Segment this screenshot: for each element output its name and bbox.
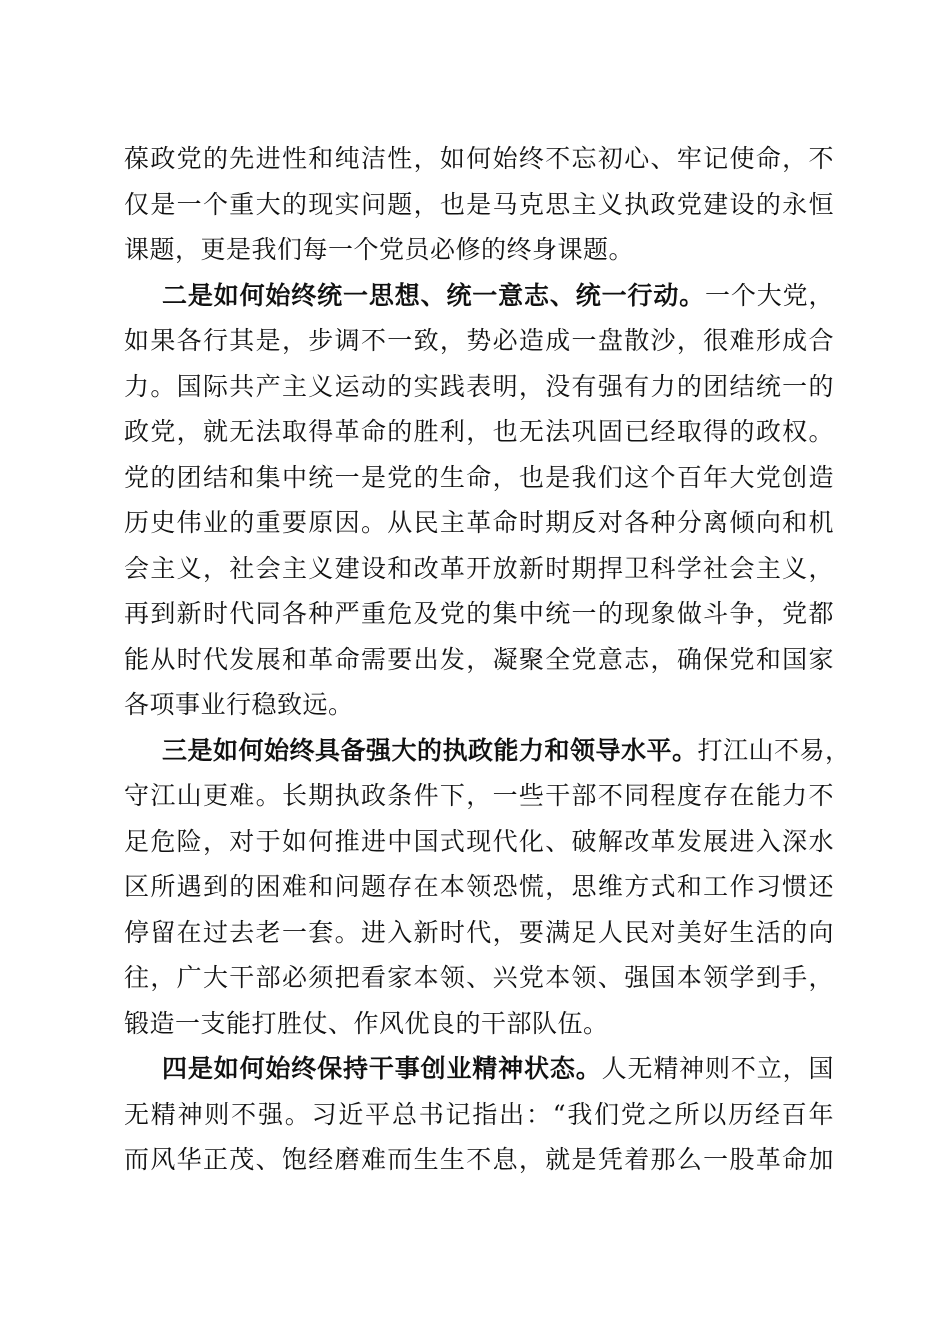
text-line: 力。国际共产主义运动的实践表明，没有强有力的团结统一的 bbox=[124, 371, 834, 401]
text-line: 会主义，社会主义建设和改革开放新时期捍卫科学社会主义， bbox=[124, 553, 834, 583]
text-span: 人无精神则不立，国 bbox=[601, 1054, 834, 1083]
text-line: 锻造一支能打胜仗、作风优良的干部队伍。 bbox=[124, 1008, 609, 1038]
paragraph-heading: 四是如何始终保持干事创业精神状态。 bbox=[162, 1054, 602, 1083]
text-line: 而风华正茂、饱经磨难而生生不息，就是凭着那么一股革命加 bbox=[124, 1145, 834, 1174]
text-line: 再到新时代同各种严重危及党的集中统一的现象做斗争，党都 bbox=[124, 599, 834, 628]
text-line: 守江山更难。长期执政条件下，一些干部不同程度存在能力不 bbox=[124, 781, 834, 810]
document-body bbox=[124, 136, 851, 1183]
text-line: 区所遇到的困难和问题存在本领恐慌，思维方式和工作习惯还 bbox=[124, 872, 834, 901]
text-line: 各项事业行稳致远。 bbox=[124, 690, 354, 719]
text-line: 无精神则不强。习近平总书记指出：“我们党之所以历经百年 bbox=[124, 1099, 834, 1129]
paragraph-heading: 二是如何始终统一思想、统一意志、统一行动。 bbox=[162, 280, 706, 310]
paragraph-heading-line bbox=[124, 728, 851, 774]
text-line: 往，广大干部必须把看家本领、兴党本领、强国本领学到手， bbox=[124, 963, 834, 992]
text-line: 足危险，对于如何推进中国式现代化、破解改革发展进入深水 bbox=[124, 826, 834, 856]
text-span: 一个大党， bbox=[705, 280, 834, 310]
text-line: 历史伟业的重要原因。从民主革命时期反对各种分离倾向和机 bbox=[124, 508, 834, 537]
paragraph-heading: 三是如何始终具备强大的执政能力和领导水平。 bbox=[162, 735, 698, 765]
text-line: 葆政党的先进性和纯洁性，如何始终不忘初心、牢记使命，不 bbox=[124, 144, 834, 173]
paragraph-heading-line bbox=[124, 1046, 834, 1092]
text-line: 课题，更是我们每一个党员必修的终身课题。 bbox=[124, 235, 635, 264]
text-span: 打江山不易， bbox=[697, 735, 851, 765]
text-line: 党的团结和集中统一是党的生命，也是我们这个百年大党创造 bbox=[124, 462, 834, 492]
text-line: 能从时代发展和革命需要出发，凝聚全党意志，确保党和国家 bbox=[124, 644, 834, 674]
text-line: 仅是一个重大的现实问题，也是马克思主义执政党建设的永恒 bbox=[124, 189, 834, 219]
text-line: 停留在过去老一套。进入新时代，要满足人民对美好生活的向 bbox=[124, 917, 834, 947]
text-line: 政党，就无法取得革命的胜利，也无法巩固已经取得的政权。 bbox=[124, 417, 834, 446]
text-line: 如果各行其是，步调不一致，势必造成一盘散沙，很难形成合 bbox=[124, 326, 834, 355]
paragraph-heading-line bbox=[124, 273, 834, 319]
